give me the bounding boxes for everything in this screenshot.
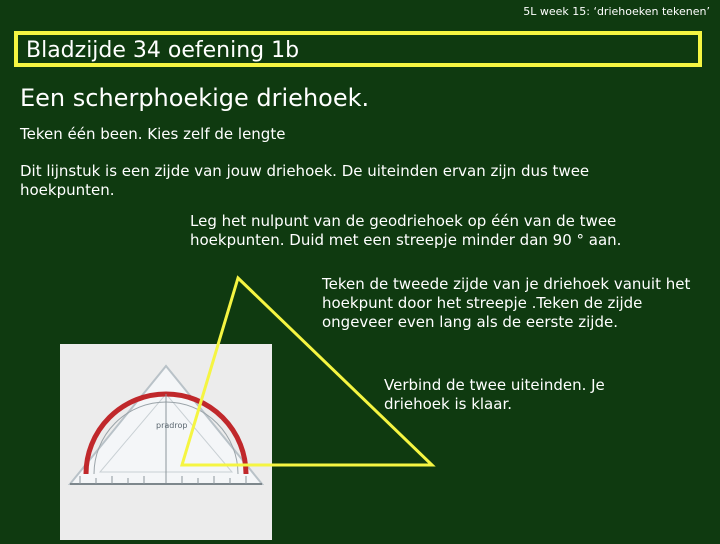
step-3-text: Leg het nulpunt van de geodriehoek op één van de twee hoekpunten. Duid met een streepje minder dan 90 ° aan. (190, 212, 622, 249)
geodriehoek-photo (60, 344, 272, 540)
header-note: 5L week 15: ‘driehoeken tekenen’ (523, 5, 710, 18)
slide-subtitle: Een scherphoekige driehoek. (20, 84, 370, 112)
slide-title: Bladzijde 34 oefening 1b (14, 31, 702, 67)
geodriehoek-illustration (60, 344, 272, 540)
step-1-text: Teken één been. Kies zelf de lengte (20, 125, 286, 143)
step-2-text: Dit lijnstuk is een zijde van jouw driehoek. De uiteinden ervan zijn dus twee hoekpunten. (20, 162, 590, 199)
step-5-text: Verbind de twee uiteinden. Je driehoek is klaar. (384, 376, 605, 413)
step-4-text: Teken de tweede zijde van je driehoek vanuit het hoekpunt door het streepje .Teken de zijde ongeveer even lang als de eerste zijde. (322, 275, 691, 331)
geodriehoek-brand-label: pradrop (156, 421, 188, 430)
